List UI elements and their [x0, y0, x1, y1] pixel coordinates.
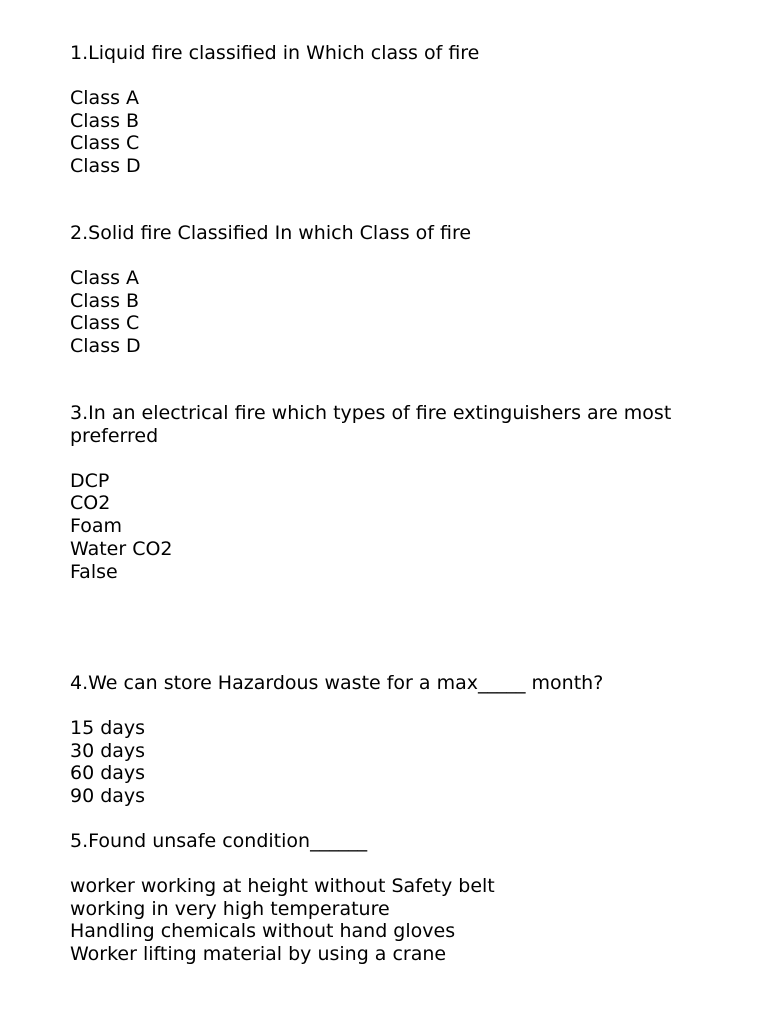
option-item: Handling chemicals without hand gloves: [70, 920, 456, 943]
question-block: [70, 830, 495, 966]
option-item: 60 days: [70, 762, 146, 785]
question-text: 1.Liquid fire classified in Which class of fire: [70, 42, 480, 64]
option-item: Foam: [70, 515, 123, 538]
option-item: False: [70, 560, 118, 583]
option-list: [70, 470, 680, 584]
question-block: [70, 672, 603, 808]
question-text: 5.Found unsafe condition______: [70, 830, 368, 852]
question-block: [70, 42, 479, 178]
option-item: CO2: [70, 492, 111, 515]
option-item: working in very high temperature: [70, 897, 390, 920]
option-item: Worker lifting material by using a crane: [70, 943, 447, 966]
option-item: Class B: [70, 289, 140, 312]
option-item: Class D: [70, 335, 141, 358]
option-item: Class B: [70, 109, 140, 132]
option-item: 15 days: [70, 716, 146, 739]
option-list: [70, 875, 495, 966]
option-item: 90 days: [70, 785, 146, 808]
question-block: [70, 222, 471, 358]
option-item: worker working at height without Safety belt: [70, 874, 495, 897]
option-item: DCP: [70, 469, 110, 492]
option-item: Class C: [70, 132, 140, 155]
question-text: 4.We can store Hazardous waste for a max_____ month?: [70, 672, 604, 694]
option-item: Class A: [70, 86, 140, 109]
option-item: Class C: [70, 312, 140, 335]
option-item: Class A: [70, 266, 140, 289]
option-item: Class D: [70, 155, 141, 178]
option-item: 30 days: [70, 739, 146, 762]
option-item: Water CO2: [70, 537, 173, 560]
question-block: [70, 402, 680, 584]
option-list: [70, 87, 479, 178]
option-list: [70, 267, 471, 358]
question-text: 2.Solid fire Classified In which Class of fire: [70, 222, 472, 244]
question-text: 3.In an electrical fire which types of fire extinguishers are most preferred: [70, 402, 672, 447]
option-list: [70, 717, 603, 808]
